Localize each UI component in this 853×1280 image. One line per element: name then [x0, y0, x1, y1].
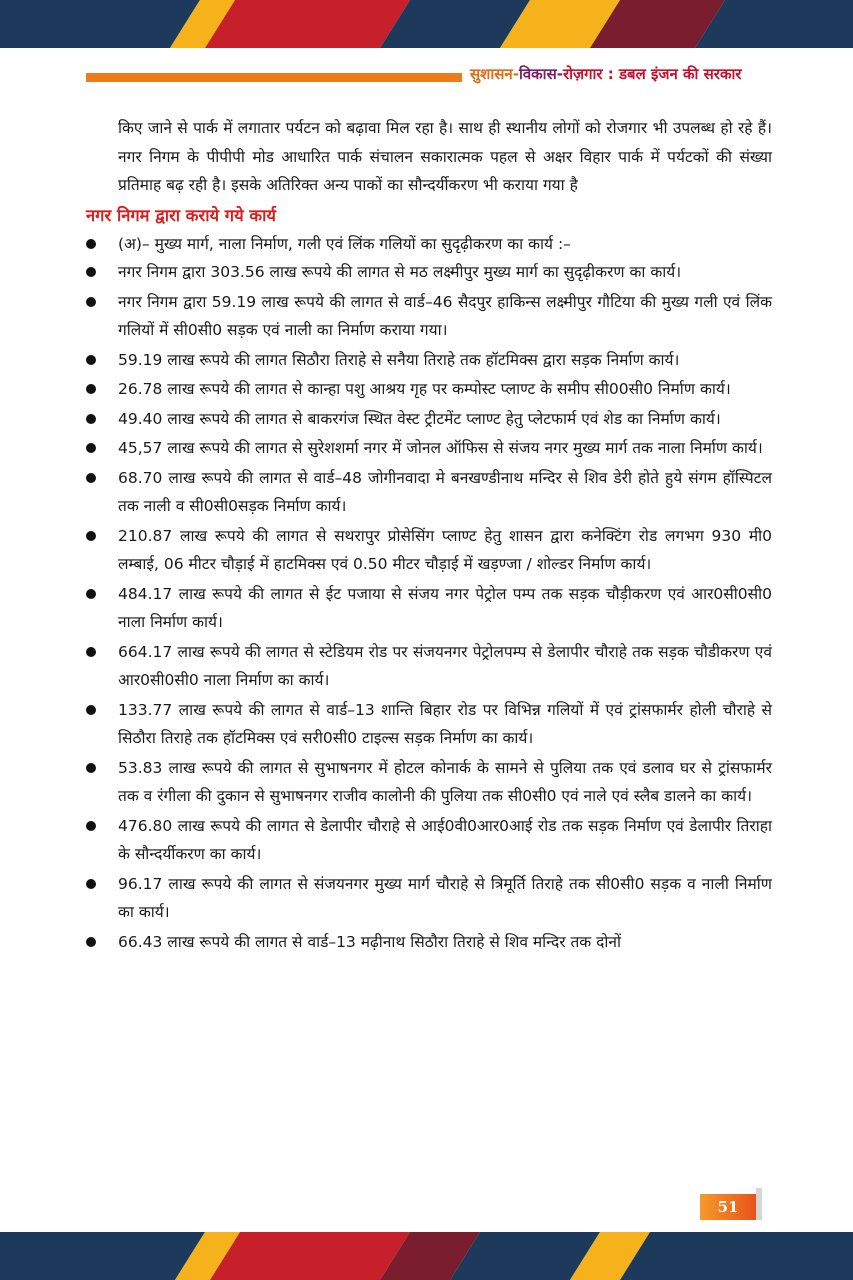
- page-number-tab: [756, 1188, 762, 1220]
- bullet-icon: [86, 414, 96, 424]
- page-number: 51: [700, 1194, 756, 1220]
- list-item: 45,57 लाख रूपये की लागत से सुरेशशर्मा नगर में जोनल ऑफिस से संजय नगर मुख्य मार्ग तक नाला निर्माण कार्य।: [86, 434, 772, 463]
- main-content: [86, 114, 772, 957]
- bullet-icon: [86, 473, 96, 483]
- bullet-icon: [86, 384, 96, 394]
- bullet-icon: [86, 647, 96, 657]
- bullet-icon: [86, 239, 96, 249]
- header-rule: [86, 73, 462, 82]
- bullet-icon: [86, 763, 96, 773]
- section-heading: नगर निगम द्वारा कराये गये कार्य: [86, 205, 276, 225]
- list-item: 210.87 लाख रूपये की लागत से सथरापुर प्रोसेसिंग प्लाण्ट हेतु शासन द्वारा कनेक्टिंग रोड लगभग 930 मी0 लम्बाई, 06 मीटर चौड़ाई में हाटमिक्स एवं 0.50 मीटर चौड़ाई में खड़ण्जा / शोल्डर निर्माण कार्य।: [86, 522, 772, 579]
- list-item: 49.40 लाख रूपये की लागत से बाकरगंज स्थित वेस्ट ट्रीटमेंट प्लाण्ट हेतु प्लेटफार्म एवं शेड का निर्माण कार्य।: [86, 405, 772, 434]
- bullet-icon: [86, 531, 96, 541]
- list-item: 484.17 लाख रूपये की लागत से ईट पजाया से संजय नगर पेट्रोल पम्प तक सड़क चौड़ीकरण एवं आर0सी0सी0 नाला निर्माण कार्य।: [86, 580, 772, 637]
- list-item: 68.70 लाख रूपये की लागत से वार्ड–48 जोगीनवादा मे बनखण्डीनाथ मन्दिर से शिव डेरी होते हुये संगम हॉस्पिटल तक नाली व सी0सी0सड़क निर्माण कार्य।: [86, 464, 772, 521]
- list-item: (अ)– मुख्य मार्ग, नाला निर्माण, गली एवं लिंक गलियों का सुदृढ़ीकरण का कार्य :–: [86, 230, 772, 259]
- bullet-icon: [86, 589, 96, 599]
- list-item: 476.80 लाख रूपये की लागत से डेलापीर चौराहे से आई0वी0आर0आई रोड तक सड़क निर्माण एवं डेलापीर तिराहा के सौन्दर्यीकरण का कार्य।: [86, 812, 772, 869]
- bullet-icon: [86, 267, 96, 277]
- list-item: 26.78 लाख रूपये की लागत से कान्हा पशु आश्रय गृह पर कम्पोस्ट प्लाण्ट के समीप सी00सी0 निर्माण कार्य।: [86, 375, 772, 404]
- works-list: [86, 230, 772, 957]
- list-item: 59.19 लाख रूपये की लागत सिठौरा तिराहे से सनैया तिराहे तक हॉटमिक्स द्वारा सड़क निर्माण कार्य।: [86, 346, 772, 375]
- list-item: 66.43 लाख रूपये की लागत से वार्ड–13 मढ़ीनाथ सिठौरा तिराहे से शिव मन्दिर तक दोनों: [86, 928, 772, 957]
- list-item: 53.83 लाख रूपये की लागत से सुभाषनगर में होटल कोनार्क के सामने से पुलिया तक एवं डलाव घर से ट्रांसफार्मर तक व रंगीला की दुकान से सुभाषनगर राजीव कालोनी की पुलिया तक सी0सी0 एवं नाले एवं स्लैब डालने का कार्य।: [86, 754, 772, 811]
- list-item: नगर निगम द्वारा 59.19 लाख रूपये की लागत से वार्ड–46 सैदपुर हाकिन्स लक्ष्मीपुर गौटिया की मुख्य गली एवं लिंक गलियों में सी0सी0 सड़क एवं नाली का निर्माण कराया गया।: [86, 288, 772, 345]
- list-item: 664.17 लाख रूपये की लागत से स्टेडियम रोड पर संजयनगर पेट्रोलपम्प से डेलापीर चौराहे तक सड़क चौडीकरण एवं आर0सी0सी0 नाला निर्माण का कार्य।: [86, 638, 772, 695]
- bullet-icon: [86, 355, 96, 365]
- bullet-icon: [86, 443, 96, 453]
- top-color-band: [0, 0, 853, 48]
- list-item: 96.17 लाख रूपये की लागत से संजयनगर मुख्य मार्ग चौराहे से त्रिमूर्ति तिराहे तक सी0सी0 सड़क व नाली निर्माण का कार्य।: [86, 870, 772, 927]
- bullet-icon: [86, 705, 96, 715]
- bottom-color-band: [0, 1232, 853, 1280]
- intro-paragraph: किए जाने से पार्क में लगातार पर्यटन को बढ़ावा मिल रहा है। साथ ही स्थानीय लोगों को रोजगार भी उपलब्ध हो रहे हैं। नगर निगम के पीपीपी मोड आधारित पार्क संचालन सकारात्मक पहल से अक्षर विहार पार्क में पर्यटकों की संख्या प्रतिमाह बढ़ रही है। इसके अतिरिक्त अन्य पाकों का सौन्दर्यीकरण भी कराया गया है: [118, 119, 772, 194]
- list-item: नगर निगम द्वारा 303.56 लाख रूपये की लागत से मठ लक्ष्मीपुर मुख्य मार्ग का सुदृढ़ीकरण का कार्य।: [86, 258, 772, 287]
- bullet-icon: [86, 297, 96, 307]
- bullet-icon: [86, 937, 96, 947]
- list-item: 133.77 लाख रूपये की लागत से वार्ड–13 शान्ति बिहार रोड पर विभिन्न गलियों में एवं ट्रांसफार्मर होली चौराहे से सिठौरा तिराहे तक हॉटमिक्स एवं सरी0सी0 टाइल्स सड़क निर्माण का कार्य।: [86, 696, 772, 753]
- bullet-icon: [86, 821, 96, 831]
- bullet-icon: [86, 879, 96, 889]
- header-title: सुशासन-विकास-रोज़गार : डबल इंजन की सरकार: [470, 65, 742, 83]
